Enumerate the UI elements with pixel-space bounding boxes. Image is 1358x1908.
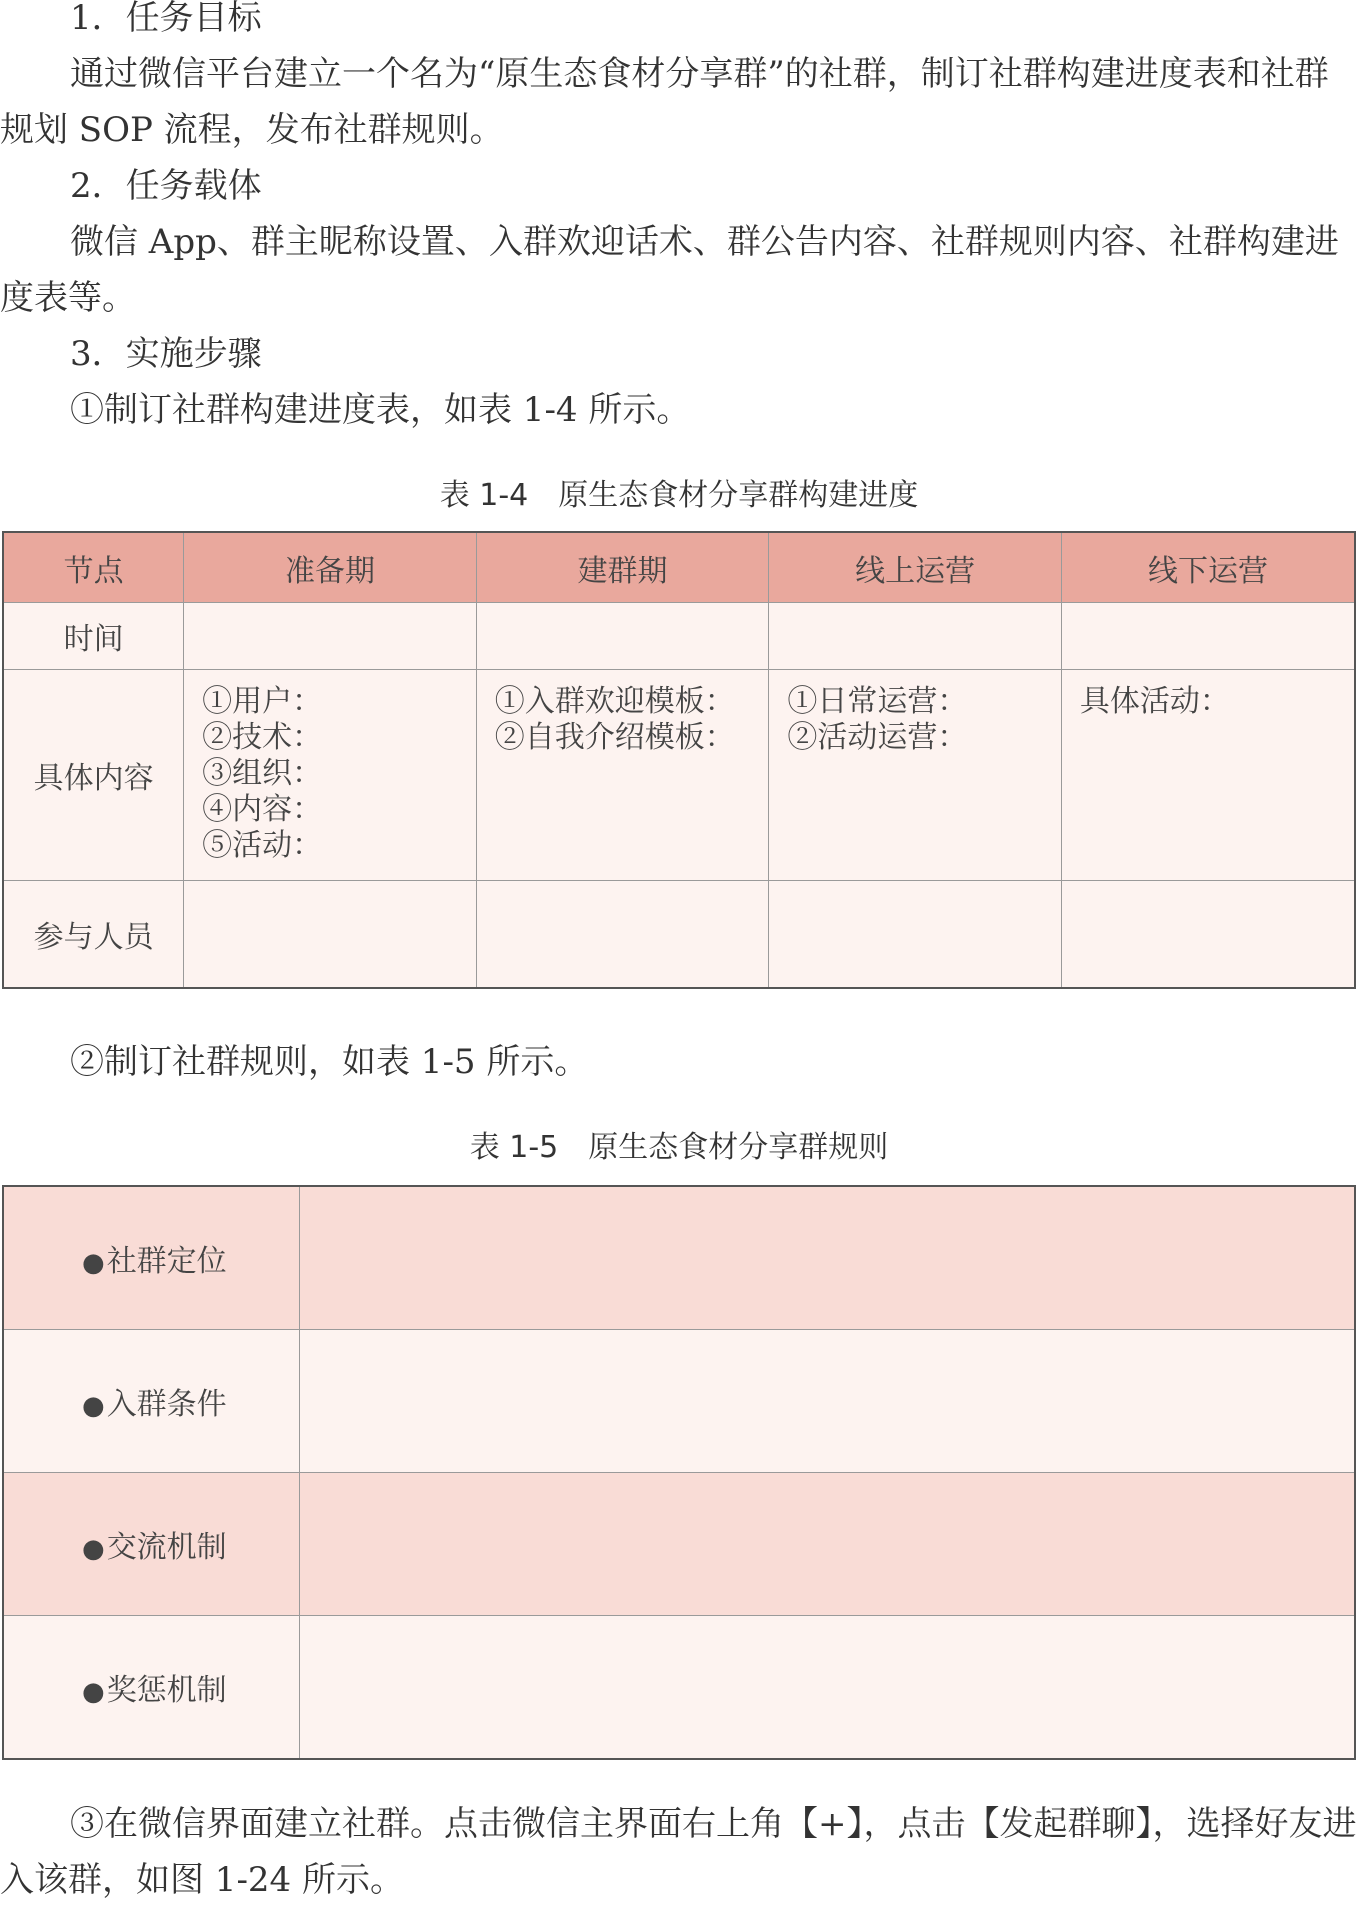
- time-build-cell: [476, 603, 769, 670]
- header-offline: 线下运营: [1061, 532, 1355, 603]
- table-row: [3, 1186, 1355, 1330]
- time-prep-cell: [184, 603, 477, 670]
- rule-label-text: 社群定位: [106, 1244, 227, 1279]
- rule-value-cell: [299, 1330, 1355, 1473]
- people-build-cell: [476, 881, 769, 988]
- rule-value-cell: [299, 1473, 1355, 1616]
- rule-label-text: 入群条件: [106, 1387, 227, 1422]
- list-item: ③组织：: [202, 756, 323, 791]
- section1-body: 通过微信平台建立一个名为“原生态食材分享群”的社群，制订社群构建进度表和社群规划 SOP 流程，发布社群规则。: [0, 54, 1329, 150]
- rule-label-text: 奖惩机制: [106, 1673, 227, 1708]
- section2-heading: 2．任务载体: [70, 166, 262, 206]
- section1-heading: 1．任务目标: [70, 0, 262, 38]
- rule-label: [3, 1186, 299, 1330]
- list-item: ②自我介绍模板：: [494, 720, 735, 755]
- table-row: [3, 603, 1355, 670]
- table-1-5: [2, 1185, 1356, 1760]
- bullet-icon: ●: [82, 1391, 105, 1421]
- list-item: ⑤活动：: [202, 828, 323, 863]
- step3-text: ③在微信界面建立社群。点击微信主界面右上角【+】，点击【发起群聊】，选择好友进入该群，如图 1-24 所示。: [0, 1804, 1357, 1900]
- people-online-cell: [769, 881, 1062, 988]
- row-content-label: 具体内容: [3, 670, 184, 881]
- content-offline-cell: [1061, 670, 1355, 881]
- header-prep: 准备期: [184, 532, 477, 603]
- table-row: [3, 881, 1355, 988]
- people-prep-cell: [184, 881, 477, 988]
- list-item: ④内容：: [202, 792, 323, 827]
- list-item: ②技术：: [202, 720, 323, 755]
- row-people-label: 参与人员: [3, 881, 184, 988]
- section2-body: 微信 App、群主昵称设置、入群欢迎话术、群公告内容、社群规则内容、社群构建进度表等。: [0, 222, 1339, 318]
- content-prep-cell: [184, 670, 477, 881]
- list-item: ①入群欢迎模板：: [494, 684, 735, 719]
- table14-caption: 表 1-4 原生态食材分享群构建进度: [439, 478, 919, 513]
- list-item: 具体活动：: [1079, 684, 1230, 719]
- time-offline-cell: [1061, 603, 1355, 670]
- people-offline-cell: [1061, 881, 1355, 988]
- bullet-icon: ●: [82, 1534, 105, 1564]
- list-item: ①日常运营：: [787, 684, 968, 719]
- rule-label: [3, 1330, 299, 1473]
- header-node: 节点: [3, 532, 184, 603]
- content-online-cell: [769, 670, 1062, 881]
- table15-caption: 表 1-5 原生态食材分享群规则: [469, 1130, 889, 1165]
- table-row: [3, 1473, 1355, 1616]
- table-row: [3, 1330, 1355, 1473]
- rule-label-text: 交流机制: [106, 1530, 227, 1565]
- rule-value-cell: [299, 1616, 1355, 1760]
- table-row: [3, 1616, 1355, 1760]
- list-item: ②活动运营：: [787, 720, 968, 755]
- table14-header-row: [3, 532, 1355, 603]
- time-online-cell: [769, 603, 1062, 670]
- bullet-icon: ●: [82, 1248, 105, 1278]
- header-online: 线上运营: [769, 532, 1062, 603]
- table-1-4: [2, 531, 1356, 989]
- list-item: ①用户：: [202, 684, 323, 719]
- rule-label: [3, 1473, 299, 1616]
- section3-heading: 3．实施步骤: [70, 334, 262, 374]
- content-build-cell: [476, 670, 769, 881]
- header-build: 建群期: [476, 532, 769, 603]
- table-row: [3, 670, 1355, 881]
- row-time-label: 时间: [3, 603, 184, 670]
- bullet-icon: ●: [82, 1677, 105, 1707]
- step1-text: ①制订社群构建进度表，如表 1-4 所示。: [70, 390, 691, 430]
- rule-value-cell: [299, 1186, 1355, 1330]
- step2-text: ②制订社群规则，如表 1-5 所示。: [70, 1042, 589, 1082]
- rule-label: [3, 1616, 299, 1760]
